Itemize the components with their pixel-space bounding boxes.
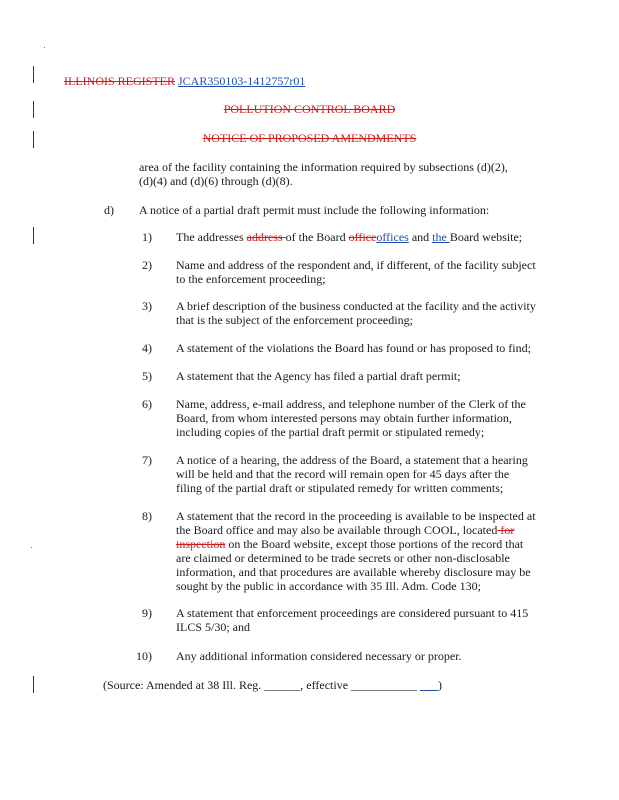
inserted-text: the [432,230,450,244]
item-line: A statement that the record in the proceeding is available to be inspected at [176,509,536,523]
item-line: sought by the public in accordance with 35 Ill. Adm. Code 130; [176,579,481,593]
notice-text: NOTICE OF PROPOSED AMENDMENTS [202,131,417,145]
list-item [176,649,548,663]
item-line [176,523,548,537]
scan-speck [31,547,32,548]
item-line: information, and that procedures are available whereby disclosure may be [176,565,531,579]
item-line: A statement of the violations the Board has found or has proposed to find; [176,341,531,355]
item-line: A brief description of the business conducted at the facility and the activity [176,299,536,313]
list-item [176,341,548,355]
notice-header [0,131,619,146]
item-line: will be held and that the record will remain open for 45 days after the [176,467,510,481]
intro-paragraph [139,160,559,188]
item-line: filing of the partial draft or stipulated remedy for written comments; [176,481,504,495]
deleted-text: address [246,230,286,244]
item-line: A statement that enforcement proceedings are considered pursuant to 415 [176,606,529,620]
item-line: are claimed or determined to be trade secrets or other non-disclosable [176,551,510,565]
item-text: the Board office and may also be available through COOL, located [176,523,498,537]
item-line: that is the subject of the enforcement proceeding; [176,313,413,327]
item-number: 7) [142,453,152,467]
item-line: to the enforcement proceeding; [176,272,326,286]
item-line: Name and address of the respondent and, if different, of the facility subject [176,258,536,272]
item-line [176,537,548,551]
register-deleted-text: ILLINOIS REGISTER [64,74,175,88]
section-d-text: A notice of a partial draft permit must include the following information: [139,203,490,217]
source-note [103,678,563,692]
change-bar [33,227,34,244]
item-number: 1) [142,230,152,244]
item-line: Name, address, e-mail address, and telephone number of the Clerk of the [176,397,526,411]
intro-line: area of the facility containing the information required by subsections (d)(2), [139,160,508,174]
deleted-text: for [497,523,515,537]
register-inserted-text: JCAR350103-1412757r01 [178,74,306,88]
item-line: ILCS 5/30; and [176,620,250,634]
item-number: 10) [136,649,152,663]
list-item [176,230,548,244]
deleted-text: inspection [176,537,226,551]
list-item [176,606,548,634]
intro-line: (d)(4) and (d)(6) through (d)(8). [139,174,293,188]
deleted-text: office [348,230,377,244]
change-bar [33,66,34,83]
item-text: Board website; [449,230,523,244]
inserted-text: offices [376,230,409,244]
list-item [176,509,548,593]
item-number: 6) [142,397,152,411]
section-d-label: d) [104,203,114,217]
item-number: 9) [142,606,152,620]
item-text: The addresses [176,230,247,244]
source-text: ) [438,678,443,692]
list-item [176,369,548,383]
item-line: including copies of the partial draft permit or stipulated remedy; [176,425,485,439]
agency-header [0,102,619,117]
item-line: Board, from whom interested persons may obtain further information, [176,411,512,425]
register-header [64,74,305,89]
item-number: 2) [142,258,152,272]
list-item [176,397,548,439]
item-number: 3) [142,299,152,313]
list-item [176,299,548,327]
inserted-text: ___ [420,678,439,692]
list-item [176,453,548,495]
item-text: of the Board [285,230,349,244]
change-bar [33,676,34,693]
item-number: 8) [142,509,152,523]
item-line: A statement that the Agency has filed a partial draft permit; [176,369,461,383]
item-number: 4) [142,341,152,355]
item-number: 5) [142,369,152,383]
scan-speck [44,47,45,48]
source-text: (Source: Amended at 38 Ill. Reg. ______, effective ___________ [103,678,421,692]
item-text: and [408,230,433,244]
item-text: on the Board website, except those portions of the record that [225,537,524,551]
agency-text: POLLUTION CONTROL BOARD [223,102,396,116]
item-line: Any additional information considered necessary or proper. [176,649,462,663]
item-line: A notice of a hearing, the address of the Board, a statement that a hearing [176,453,528,467]
list-item [176,258,548,286]
